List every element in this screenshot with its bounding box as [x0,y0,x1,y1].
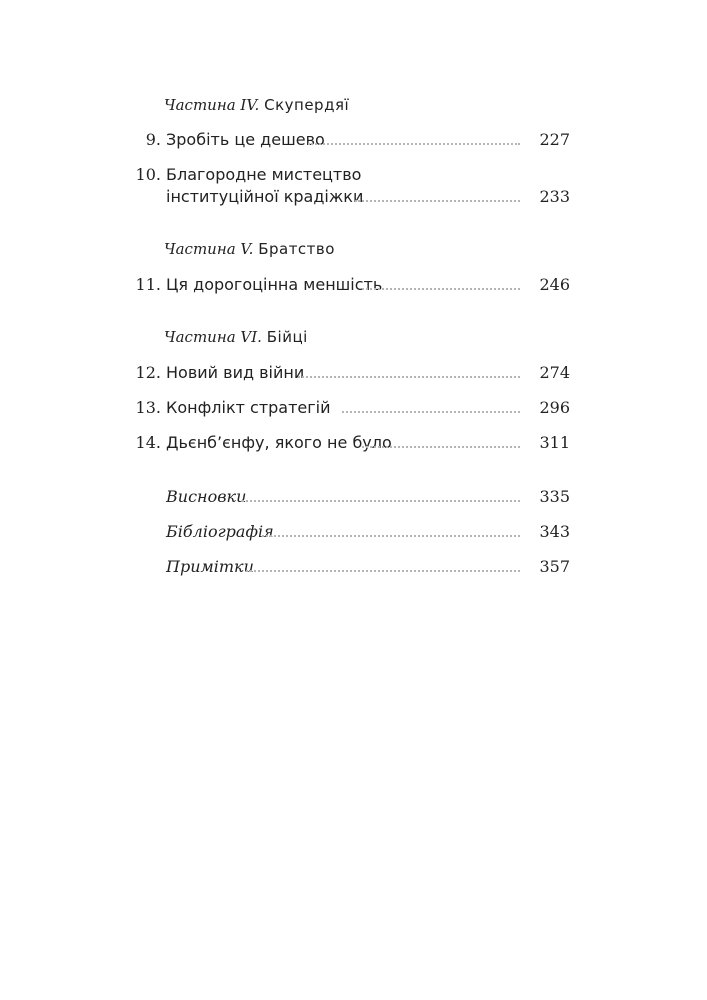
dot-leader [262,535,520,537]
page-number: 343 [539,522,570,541]
page-number: 357 [539,557,570,576]
toc-entry-continuation[interactable] [0,187,707,209]
page-number: 246 [539,275,570,294]
chapter-number: 14. [135,433,161,452]
chapter-title: Конфлікт стратегій [166,398,331,417]
toc-entry[interactable] [0,433,707,455]
back-matter-title: Примітки [166,557,254,576]
chapter-title: Ця дорогоцінна меншість [166,275,383,294]
page-number: 227 [539,130,570,149]
part-heading [164,240,335,258]
part-name: Бійці [266,328,308,346]
chapter-number: 12. [135,363,161,382]
dot-leader [342,411,520,413]
part-label: Частина V. [164,240,254,258]
toc-entry[interactable] [0,165,707,187]
back-matter-title: Висновки [166,487,247,506]
toc-entry-back-matter[interactable] [0,557,707,579]
toc-entry-back-matter[interactable] [0,487,707,509]
chapter-title-line-2: інституційної крадіжки [166,187,364,206]
part-label: Частина IV. [164,96,260,114]
page-number: 335 [539,487,570,506]
dot-leader [308,143,520,145]
dot-leader [298,376,520,378]
dot-leader [362,288,520,290]
part-heading [164,328,308,346]
chapter-number: 11. [135,275,161,294]
toc-entry-back-matter[interactable] [0,522,707,544]
page-number: 274 [539,363,570,382]
dot-leader [355,200,520,202]
chapter-title: Зробіть це дешево [166,130,325,149]
dot-leader [246,570,520,572]
part-name: Скупердяї [264,96,350,114]
page-number: 296 [539,398,570,417]
chapter-title: Дьєнб’єнфу, якого не було [166,433,392,452]
part-label: Частина VI. [164,328,262,346]
chapter-title-line-1: Благородне мистецтво [166,165,362,184]
chapter-number: 10. [135,165,161,184]
part-heading [164,96,349,114]
back-matter-title: Бібліографія [166,522,274,541]
toc-entry[interactable] [0,130,707,152]
toc-entry[interactable] [0,363,707,385]
chapter-number: 13. [135,398,161,417]
chapter-title: Новий вид війни [166,363,305,382]
toc-entry[interactable] [0,398,707,420]
dot-leader [242,500,520,502]
chapter-number: 9. [145,130,161,149]
dot-leader [362,446,520,448]
toc-entry[interactable] [0,275,707,297]
part-name: Братство [258,240,335,258]
page-number: 233 [539,187,570,206]
page-number: 311 [539,433,570,452]
